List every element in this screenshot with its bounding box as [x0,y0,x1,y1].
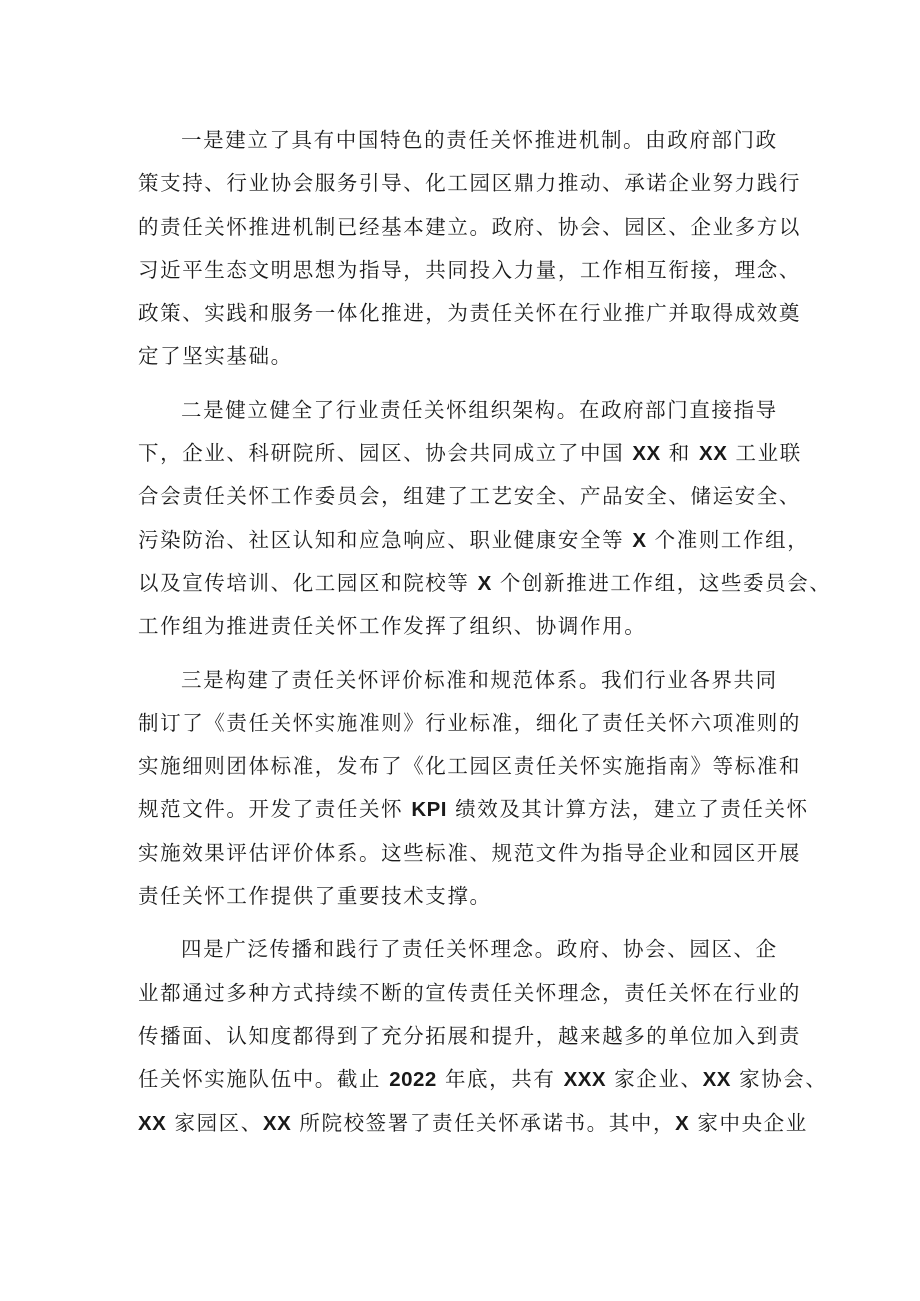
text-line: 工作组为推进责任关怀工作发挥了组织、协调作用。 [138,614,647,639]
text-line: 责任关怀工作提供了重要技术支撑。 [138,884,492,909]
text-line: 一是建立了具有中国特色的责任关怀推进机制。由政府部门政 [181,128,778,152]
paragraph-2 [138,389,832,649]
text-line: 习近平生态文明思想为指导，共同投入力量，工作相互衔接，理念、 [138,257,801,282]
text-line: 合会责任关怀工作委员会，组建了工艺安全、产品安全、储运安全、 [138,484,801,509]
text-line: 策支持、行业协会服务引导、化工园区鼎力推动、承诺企业努力践行 [138,171,801,196]
text-line: 的责任关怀推进机制已经基本建立。政府、协会、园区、企业多方以 [138,214,801,239]
paragraph-4 [138,928,828,1144]
text-line: 政策、实践和服务一体化推进，为责任关怀在行业推广并取得成效奠 [138,301,801,326]
text-line: 业都通过多种方式持续不断的宣传责任关怀理念，责任关怀在行业的 [138,980,801,1005]
document-body [138,119,832,1145]
paragraph-1 [138,119,801,379]
text-line: 规范文件。开发了责任关怀 KPI 绩效及其计算方法，建立了责任关怀 [138,797,809,822]
text-line: 四是广泛传播和践行了责任关怀理念。政府、协会、园区、企 [181,937,778,962]
text-line: 污染防治、社区认知和应急响应、职业健康安全等 X 个准则工作组， [138,527,810,552]
paragraph-3 [138,659,809,919]
text-line: 实施细则团体标准，发布了《化工园区责任关怀实施指南》等标准和 [138,754,801,779]
text-line: 传播面、认知度都得到了充分拓展和提升，越来越多的单位加入到责 [138,1023,801,1048]
text-line: 三是构建了责任关怀评价标准和规范体系。我们行业各界共同 [181,667,778,692]
text-line: 实施效果评估评价体系。这些标准、规范文件为指导企业和园区开展 [138,840,801,865]
text-line: 下，企业、科研院所、园区、协会共同成立了中国 XX 和 XX 工业联 [138,441,802,466]
text-line: 二是健立健全了行业责任关怀组织架构。在政府部门直接指导 [181,397,778,422]
text-line: XX 家园区、XX 所院校签署了责任关怀承诺书。其中，X 家中央企业 [138,1110,808,1135]
text-line: 定了坚实基础。 [138,344,293,369]
text-line: 任关怀实施队伍中。截止 2022 年底，共有 XXX 家企业、XX 家协会、 [138,1067,828,1092]
text-line: 以及宣传培训、化工园区和院校等 X 个创新推进工作组，这些委员会、 [138,570,832,595]
text-line: 制订了《责任关怀实施准则》行业标准，细化了责任关怀六项准则的 [138,710,801,735]
